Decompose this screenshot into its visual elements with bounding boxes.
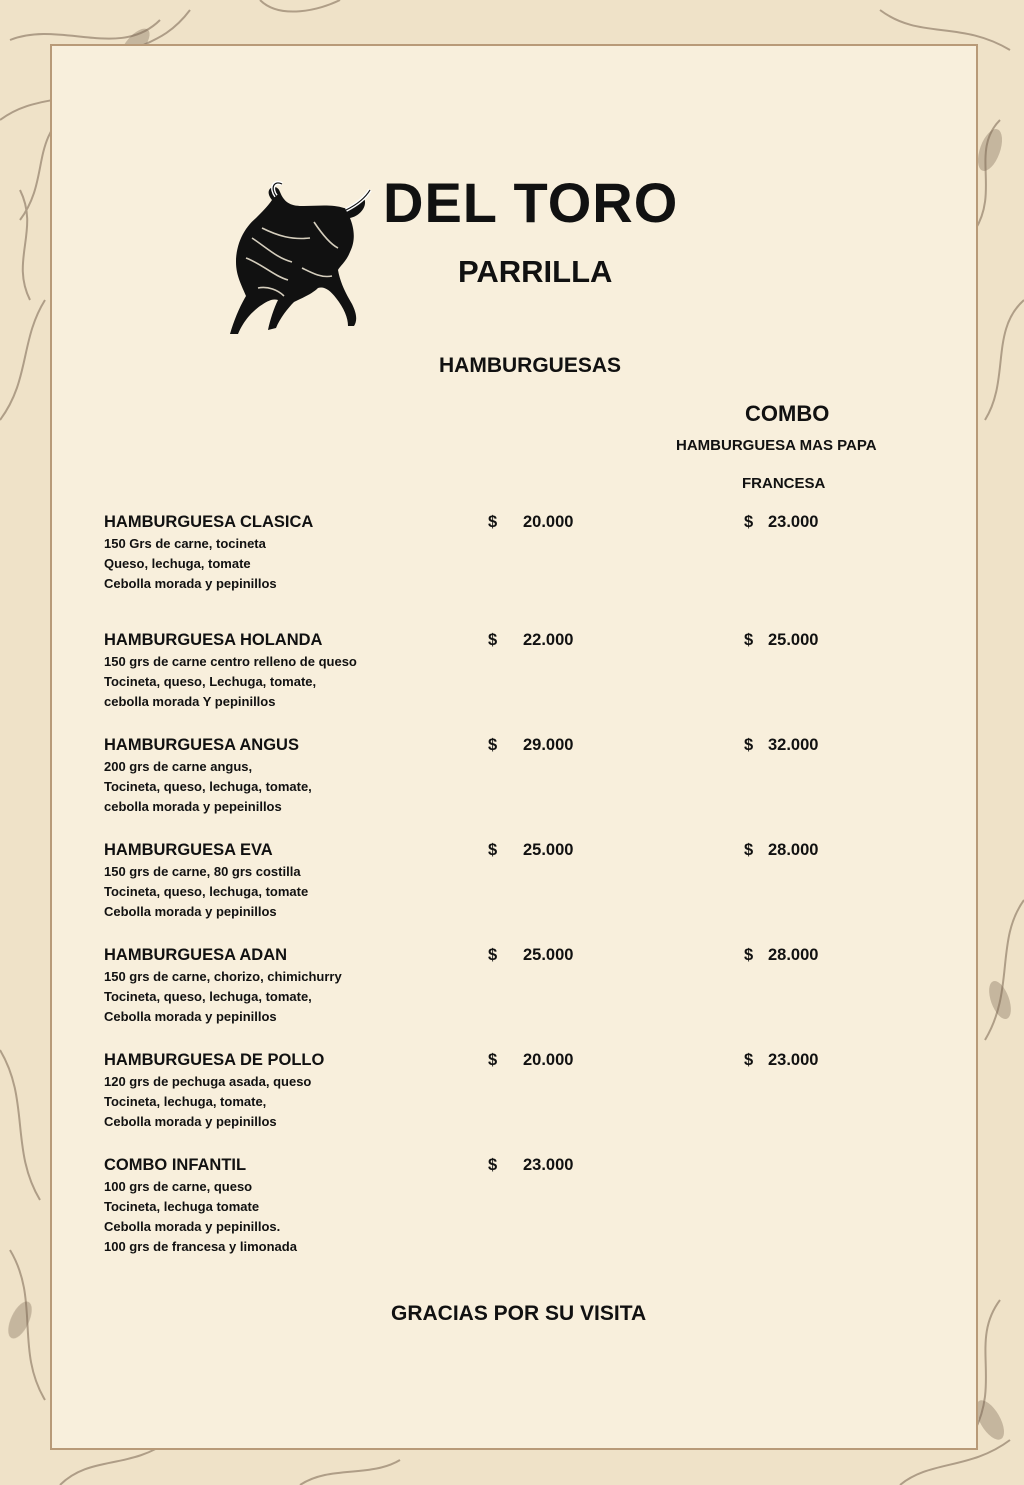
combo-column-desc-line1: HAMBURGUESA MAS PAPA — [676, 437, 877, 454]
item-description — [104, 1072, 924, 1132]
currency-symbol: $ — [488, 1051, 498, 1069]
section-title: HAMBURGUESAS — [439, 354, 622, 377]
bull-icon — [222, 178, 372, 346]
menu-item — [104, 733, 924, 817]
item-price — [488, 838, 573, 862]
item-combo-price — [744, 733, 818, 757]
item-price — [488, 510, 573, 534]
item-desc-line: Cebolla morada y pepinillos — [104, 904, 277, 919]
item-price — [488, 733, 573, 757]
item-price — [488, 1048, 573, 1072]
combo-price-value: 28.000 — [768, 946, 819, 964]
item-desc-line: Tocineta, lechuga, tomate, — [104, 1094, 267, 1109]
price-value: 25.000 — [523, 841, 574, 859]
item-combo-price — [744, 838, 818, 862]
item-desc-line: Tocineta, queso, lechuga, tomate, — [104, 989, 312, 1004]
item-description — [104, 862, 924, 922]
menu-item — [104, 943, 924, 1027]
item-name: HAMBURGUESA HOLANDA — [104, 631, 323, 649]
item-desc-line: 150 Grs de carne, tocineta — [104, 536, 266, 551]
combo-price-value: 25.000 — [768, 631, 819, 649]
item-name: HAMBURGUESA EVA — [104, 841, 273, 859]
item-description — [104, 757, 924, 817]
price-value: 20.000 — [523, 1051, 574, 1069]
item-desc-line: Tocineta, queso, Lechuga, tomate, — [104, 674, 317, 689]
currency-symbol: $ — [744, 631, 754, 649]
combo-price-value: 23.000 — [768, 1051, 819, 1069]
menu-item — [104, 838, 924, 922]
item-description — [104, 967, 924, 1027]
price-value: 25.000 — [523, 946, 574, 964]
item-desc-line: cebolla morada Y pepinillos — [104, 694, 276, 709]
price-value: 22.000 — [523, 631, 574, 649]
footer-thanks: GRACIAS POR SU VISITA — [391, 1302, 647, 1325]
item-description — [104, 1177, 924, 1257]
item-desc-line: 150 grs de carne, 80 grs costilla — [104, 864, 301, 879]
item-price — [488, 943, 573, 967]
item-name: HAMBURGUESA CLASICA — [104, 513, 314, 531]
item-desc-line: 150 grs de carne, chorizo, chimichurry — [104, 969, 342, 984]
item-combo-price — [744, 943, 818, 967]
menu-item — [104, 1153, 924, 1257]
item-combo-price — [744, 628, 818, 652]
menu-item — [104, 510, 924, 594]
currency-symbol: $ — [744, 946, 754, 964]
item-name: HAMBURGUESA DE POLLO — [104, 1051, 325, 1069]
combo-column-title: COMBO — [745, 401, 830, 426]
combo-column-desc-line2: FRANCESA — [742, 475, 826, 492]
menu-item — [104, 628, 924, 712]
currency-symbol: $ — [744, 513, 754, 531]
item-desc-line: cebolla morada y pepeinillos — [104, 799, 282, 814]
item-desc-line: Tocineta, queso, lechuga, tomate, — [104, 779, 312, 794]
item-combo-price — [744, 1048, 818, 1072]
item-price — [488, 1153, 573, 1177]
currency-symbol: $ — [488, 946, 498, 964]
item-name: HAMBURGUESA ANGUS — [104, 736, 299, 754]
menu-item — [104, 1048, 924, 1132]
price-value: 20.000 — [523, 513, 574, 531]
combo-price-value: 32.000 — [768, 736, 819, 754]
item-desc-line: Cebolla morada y pepinillos — [104, 1114, 277, 1129]
currency-symbol: $ — [488, 841, 498, 859]
item-desc-line: Cebolla morada y pepinillos — [104, 1009, 277, 1024]
currency-symbol: $ — [744, 1051, 754, 1069]
item-desc-line: 120 grs de pechuga asada, queso — [104, 1074, 312, 1089]
item-desc-line: Queso, lechuga, tomate — [104, 556, 251, 571]
currency-symbol: $ — [488, 513, 498, 531]
combo-price-value: 23.000 — [768, 513, 819, 531]
item-combo-price — [744, 510, 818, 534]
currency-symbol: $ — [488, 1156, 498, 1174]
item-desc-line: Cebolla morada y pepinillos. — [104, 1219, 281, 1234]
item-desc-line: 100 grs de carne, queso — [104, 1179, 253, 1194]
brand-title: DEL TORO — [383, 171, 679, 234]
combo-price-value: 28.000 — [768, 841, 819, 859]
item-name: COMBO INFANTIL — [104, 1156, 247, 1174]
item-price — [488, 628, 573, 652]
price-value: 29.000 — [523, 736, 574, 754]
item-desc-line: Tocineta, queso, lechuga, tomate — [104, 884, 309, 899]
item-name: HAMBURGUESA ADAN — [104, 946, 288, 964]
currency-symbol: $ — [488, 631, 498, 649]
brand-subtitle: PARRILLA — [458, 254, 613, 289]
item-desc-line: Cebolla morada y pepinillos — [104, 576, 277, 591]
item-desc-line: 150 grs de carne centro relleno de queso — [104, 654, 357, 669]
currency-symbol: $ — [744, 736, 754, 754]
item-desc-line: 100 grs de francesa y limonada — [104, 1239, 297, 1254]
item-description — [104, 652, 924, 712]
currency-symbol: $ — [744, 841, 754, 859]
currency-symbol: $ — [488, 736, 498, 754]
item-desc-line: Tocineta, lechuga tomate — [104, 1199, 260, 1214]
item-description — [104, 534, 924, 594]
price-value: 23.000 — [523, 1156, 574, 1174]
item-desc-line: 200 grs de carne angus, — [104, 759, 253, 774]
